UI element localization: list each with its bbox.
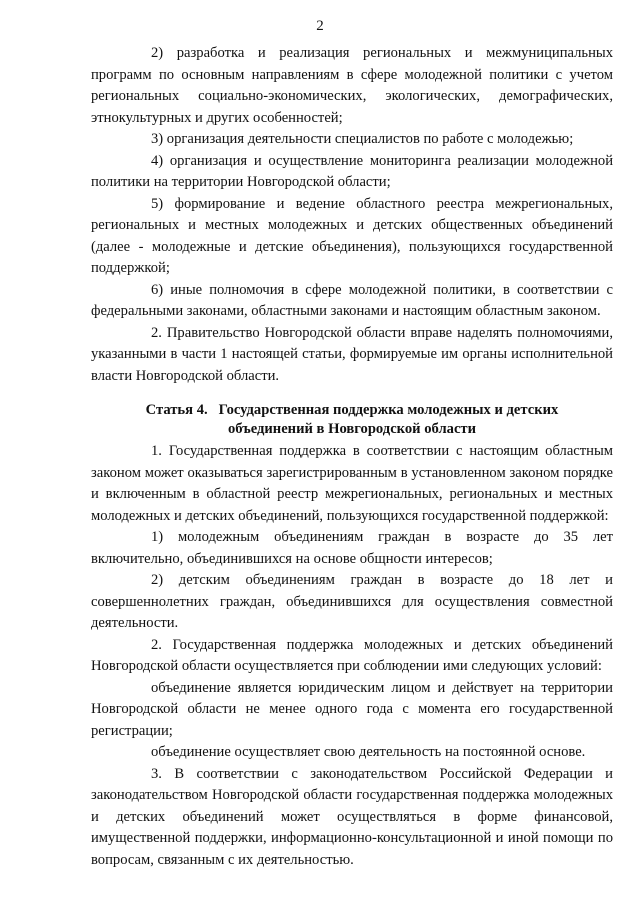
paragraph-item-5: 5) формирование и ведение областного реестра межрегиональных, региональных и местных молодежных и детских общественных объединений (далее - молодежные и детские объединения), пользующихся государственной поддержкой;	[91, 195, 613, 276]
article-4-part-2: 2. Государственная поддержка молодежных и детских объединений Новгородской области осуществляется при соблюдении ими следующих условий:	[91, 636, 613, 674]
document-body	[91, 43, 613, 871]
paragraph-item-6: 6) иные полномочия в сфере молодежной политики, в соответствии с федеральными законами, областными законами и настоящим областным законом.	[91, 281, 613, 319]
article-4-part-2-condition-2: объединение осуществляет свою деятельность на постоянной основе.	[151, 744, 586, 760]
paragraph-item-4: 4) организация и осуществление мониторинга реализации молодежной политики на территории Новгородской области;	[91, 152, 613, 190]
article-4-part-1-item-1: 1) молодежным объединениям граждан в возрасте до 35 лет включительно, объединившихся на основе общности интересов;	[91, 529, 613, 567]
article-4-heading-line-2: объединений в Новгородской области	[227, 421, 477, 437]
article-4-heading	[91, 401, 613, 439]
paragraph-item-3: 3) организация деятельности специалистов по работе с молодежью;	[151, 131, 574, 147]
article-4-part-1: 1. Государственная поддержка в соответствии с настоящим областным законом может оказываться зарегистрированным в установленном законом порядке и включенным в областной реестр межрегиональных, региональных и местных молодежных и детских объединений, пользующихся государственной поддержкой:	[91, 443, 613, 524]
page-number: 2	[316, 18, 324, 34]
article-4-heading-line-1: Статья 4. Государственная поддержка молодежных и детских	[145, 402, 559, 418]
article-4-part-3: 3. В соответствии с законодательством Российской Федерации и законодательством Новгородской области государственная поддержка молодежных и детских объединений может осуществляться в форме финансовой, имущественной поддержки, информационно-консультационной и иной помощи по вопросам, связанным с их деятельностью.	[91, 765, 613, 868]
paragraph-part-2: 2. Правительство Новгородской области вправе наделять полномочиями, указанными в части 1 настоящей статьи, формируемые им органы исполнительной власти Новгородской области.	[91, 324, 613, 384]
article-4-part-1-item-2: 2) детским объединениям граждан в возрасте до 18 лет и совершеннолетних граждан, объединившихся для осуществления совместной деятельности.	[91, 572, 613, 631]
paragraph-item-2: 2) разработка и реализация региональных и межмуниципальных программ по основным направлениям в сфере молодежной политики с учетом региональных социально-экономических, экологических, демографических, этнокультурных и других особенностей;	[91, 45, 613, 126]
article-4-part-2-condition-1: объединение является юридическим лицом и действует на территории Новгородской области не менее одного года с момента его государственной регистрации;	[91, 679, 613, 739]
